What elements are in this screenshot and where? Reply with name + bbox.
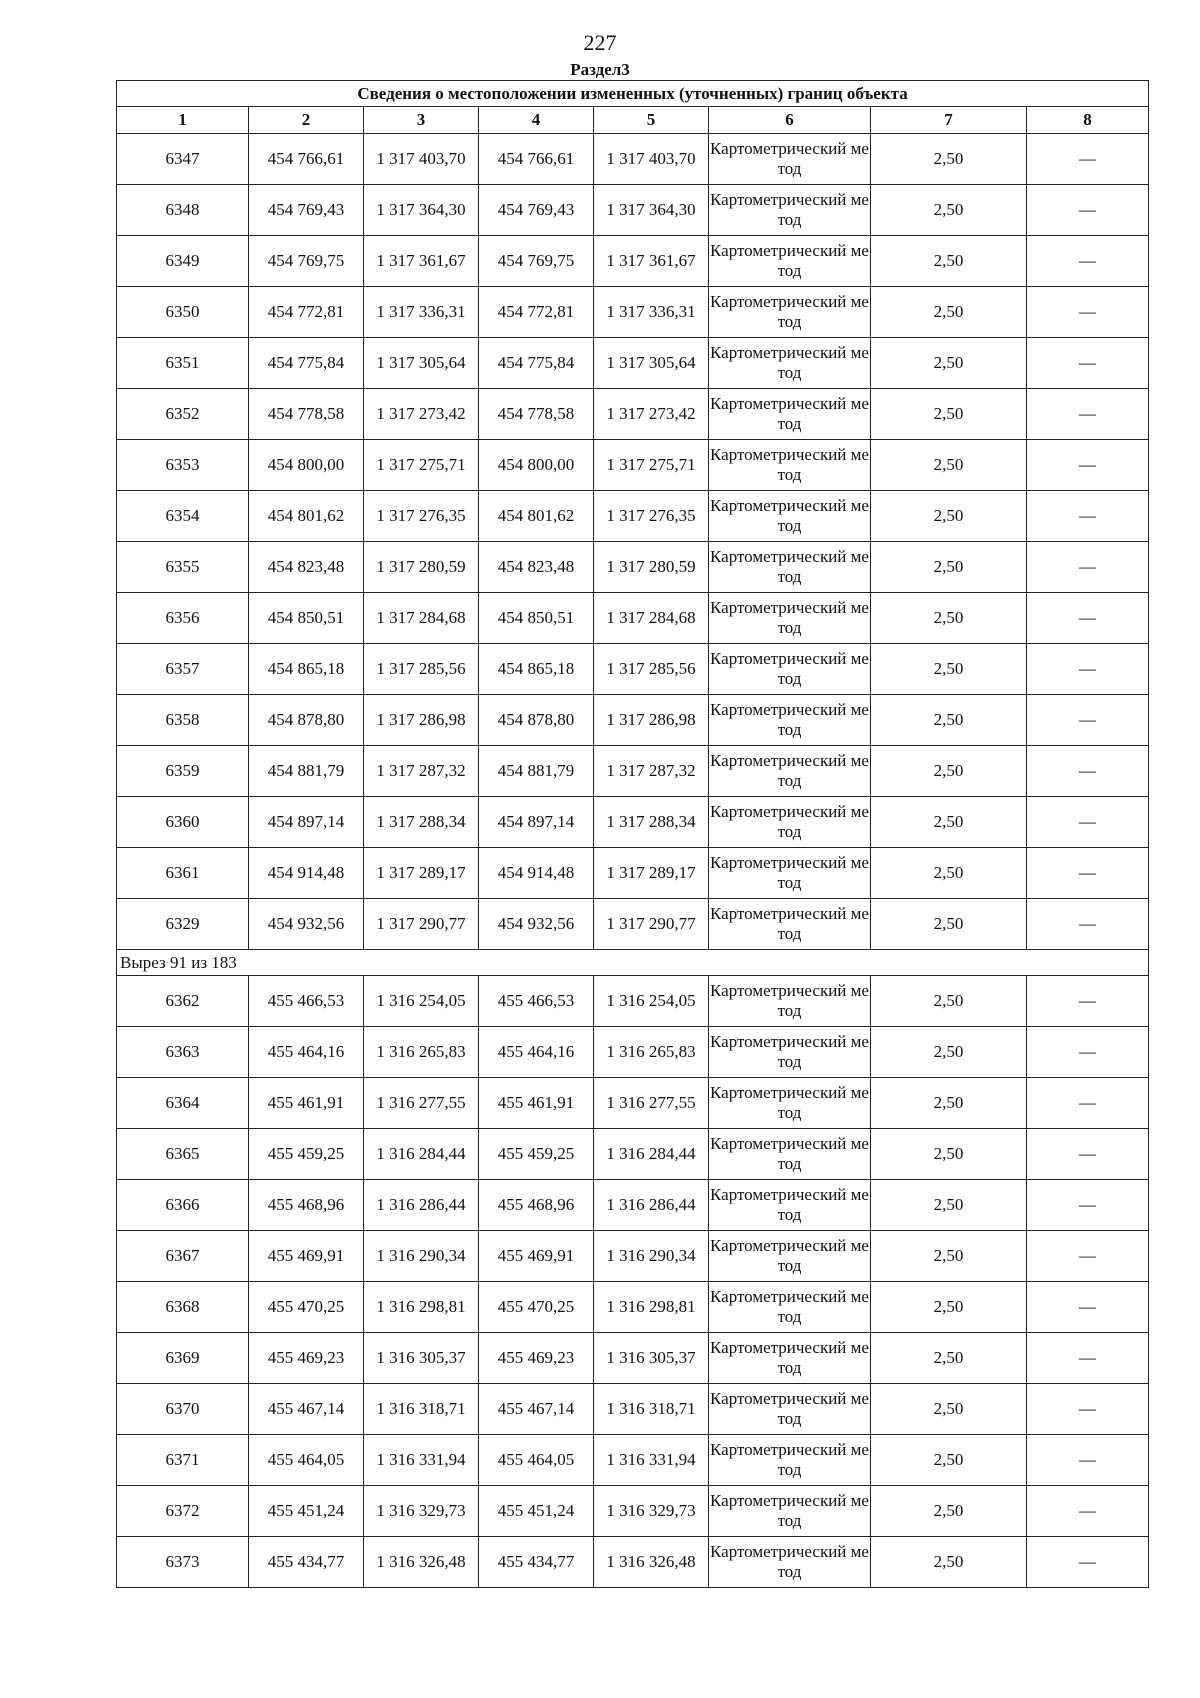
cell-x-new: 455 459,25: [479, 1129, 594, 1180]
table-row: [117, 542, 1149, 593]
cell-description: —: [1027, 1027, 1149, 1078]
cell-x-new: 454 766,61: [479, 134, 594, 185]
cell-point-number: 6373: [117, 1537, 249, 1588]
cell-description: —: [1027, 1078, 1149, 1129]
cell-method: Картометрический метод: [709, 899, 871, 950]
cell-x-existing: 455 459,25: [249, 1129, 364, 1180]
cell-x-existing: 455 469,23: [249, 1333, 364, 1384]
cell-accuracy: 2,50: [871, 287, 1027, 338]
cell-method: Картометрический метод: [709, 542, 871, 593]
column-number: 1: [117, 107, 249, 134]
cell-description: —: [1027, 287, 1149, 338]
cell-x-existing: 455 469,91: [249, 1231, 364, 1282]
cell-method: Картометрический метод: [709, 134, 871, 185]
cell-method: Картометрический метод: [709, 1078, 871, 1129]
cell-accuracy: 2,50: [871, 644, 1027, 695]
table-row: [117, 1384, 1149, 1435]
cell-accuracy: 2,50: [871, 185, 1027, 236]
cell-y-existing: 1 317 284,68: [364, 593, 479, 644]
cell-point-number: 6329: [117, 899, 249, 950]
cell-accuracy: 2,50: [871, 1486, 1027, 1537]
table-row: [117, 1282, 1149, 1333]
cell-point-number: 6362: [117, 976, 249, 1027]
cell-x-new: 454 823,48: [479, 542, 594, 593]
cell-method: Картометрический метод: [709, 440, 871, 491]
cell-y-new: 1 316 329,73: [594, 1486, 709, 1537]
table-row: [117, 134, 1149, 185]
cell-point-number: 6351: [117, 338, 249, 389]
cell-x-existing: 455 464,05: [249, 1435, 364, 1486]
cell-description: —: [1027, 746, 1149, 797]
cell-x-existing: 454 769,75: [249, 236, 364, 287]
table-row: [117, 746, 1149, 797]
cell-method: Картометрический метод: [709, 848, 871, 899]
table-row: [117, 236, 1149, 287]
cell-x-new: 455 464,05: [479, 1435, 594, 1486]
cell-y-existing: 1 316 265,83: [364, 1027, 479, 1078]
cell-x-existing: 455 466,53: [249, 976, 364, 1027]
cell-method: Картометрический метод: [709, 1486, 871, 1537]
cell-x-new: 455 434,77: [479, 1537, 594, 1588]
cell-accuracy: 2,50: [871, 134, 1027, 185]
cell-description: —: [1027, 1282, 1149, 1333]
cell-x-existing: 454 897,14: [249, 797, 364, 848]
column-number: 7: [871, 107, 1027, 134]
cell-x-existing: 455 451,24: [249, 1486, 364, 1537]
cell-description: —: [1027, 389, 1149, 440]
cell-y-new: 1 317 285,56: [594, 644, 709, 695]
cell-point-number: 6352: [117, 389, 249, 440]
cell-description: —: [1027, 593, 1149, 644]
cell-method: Картометрический метод: [709, 644, 871, 695]
cell-accuracy: 2,50: [871, 1384, 1027, 1435]
cell-x-existing: 454 881,79: [249, 746, 364, 797]
cell-point-number: 6349: [117, 236, 249, 287]
cell-point-number: 6368: [117, 1282, 249, 1333]
cell-y-existing: 1 317 361,67: [364, 236, 479, 287]
cell-x-existing: 455 470,25: [249, 1282, 364, 1333]
cell-x-existing: 454 850,51: [249, 593, 364, 644]
cell-y-new: 1 316 265,83: [594, 1027, 709, 1078]
cell-y-new: 1 316 298,81: [594, 1282, 709, 1333]
cell-accuracy: 2,50: [871, 976, 1027, 1027]
cell-y-new: 1 316 286,44: [594, 1180, 709, 1231]
table-row: [117, 287, 1149, 338]
cell-y-existing: 1 317 280,59: [364, 542, 479, 593]
cell-y-existing: 1 317 273,42: [364, 389, 479, 440]
cell-description: —: [1027, 1435, 1149, 1486]
cell-y-new: 1 317 286,98: [594, 695, 709, 746]
cell-y-existing: 1 317 288,34: [364, 797, 479, 848]
cell-y-existing: 1 316 318,71: [364, 1384, 479, 1435]
column-number: 3: [364, 107, 479, 134]
cell-x-new: 455 468,96: [479, 1180, 594, 1231]
cell-x-existing: 454 865,18: [249, 644, 364, 695]
cell-y-new: 1 316 277,55: [594, 1078, 709, 1129]
cell-description: —: [1027, 1486, 1149, 1537]
cell-accuracy: 2,50: [871, 491, 1027, 542]
cell-accuracy: 2,50: [871, 1078, 1027, 1129]
table-row: [117, 185, 1149, 236]
cell-point-number: 6365: [117, 1129, 249, 1180]
cell-accuracy: 2,50: [871, 593, 1027, 644]
cell-x-new: 454 800,00: [479, 440, 594, 491]
cell-point-number: 6363: [117, 1027, 249, 1078]
cell-description: —: [1027, 491, 1149, 542]
cell-accuracy: 2,50: [871, 1435, 1027, 1486]
cell-y-new: 1 317 284,68: [594, 593, 709, 644]
table-row: [117, 1435, 1149, 1486]
cell-method: Картометрический метод: [709, 1333, 871, 1384]
cell-x-existing: 454 775,84: [249, 338, 364, 389]
cell-y-existing: 1 316 326,48: [364, 1537, 479, 1588]
cell-x-existing: 454 766,61: [249, 134, 364, 185]
cell-accuracy: 2,50: [871, 389, 1027, 440]
cell-x-new: 454 865,18: [479, 644, 594, 695]
cell-y-new: 1 317 288,34: [594, 797, 709, 848]
cell-method: Картометрический метод: [709, 1027, 871, 1078]
cell-y-existing: 1 316 277,55: [364, 1078, 479, 1129]
cell-point-number: 6350: [117, 287, 249, 338]
cell-method: Картометрический метод: [709, 746, 871, 797]
cell-accuracy: 2,50: [871, 1282, 1027, 1333]
cell-point-number: 6366: [117, 1180, 249, 1231]
cell-x-new: 454 801,62: [479, 491, 594, 542]
cell-y-existing: 1 316 329,73: [364, 1486, 479, 1537]
table-row: [117, 1027, 1149, 1078]
cell-description: —: [1027, 695, 1149, 746]
cell-accuracy: 2,50: [871, 1180, 1027, 1231]
cell-accuracy: 2,50: [871, 848, 1027, 899]
table-row: [117, 848, 1149, 899]
cell-accuracy: 2,50: [871, 746, 1027, 797]
cell-accuracy: 2,50: [871, 1027, 1027, 1078]
table-row: [117, 644, 1149, 695]
cell-y-new: 1 316 284,44: [594, 1129, 709, 1180]
cell-description: —: [1027, 797, 1149, 848]
cell-y-existing: 1 317 286,98: [364, 695, 479, 746]
cell-point-number: 6372: [117, 1486, 249, 1537]
cell-point-number: 6361: [117, 848, 249, 899]
table-row: [117, 797, 1149, 848]
cell-method: Картометрический метод: [709, 185, 871, 236]
cell-y-new: 1 316 318,71: [594, 1384, 709, 1435]
column-number: 4: [479, 107, 594, 134]
cell-accuracy: 2,50: [871, 338, 1027, 389]
cell-y-existing: 1 317 403,70: [364, 134, 479, 185]
cell-y-existing: 1 316 254,05: [364, 976, 479, 1027]
cell-accuracy: 2,50: [871, 695, 1027, 746]
cell-y-new: 1 317 287,32: [594, 746, 709, 797]
cell-y-existing: 1 317 364,30: [364, 185, 479, 236]
cell-point-number: 6360: [117, 797, 249, 848]
table-row: [117, 1078, 1149, 1129]
table-body: [117, 134, 1149, 1588]
cell-x-new: 455 470,25: [479, 1282, 594, 1333]
cell-description: —: [1027, 440, 1149, 491]
cell-x-existing: 455 434,77: [249, 1537, 364, 1588]
cell-x-new: 455 469,91: [479, 1231, 594, 1282]
cell-point-number: 6358: [117, 695, 249, 746]
cell-description: —: [1027, 1384, 1149, 1435]
cell-x-new: 454 932,56: [479, 899, 594, 950]
cell-y-existing: 1 317 287,32: [364, 746, 479, 797]
cell-point-number: 6371: [117, 1435, 249, 1486]
cell-description: —: [1027, 236, 1149, 287]
cell-description: —: [1027, 644, 1149, 695]
cell-y-new: 1 317 276,35: [594, 491, 709, 542]
cell-x-existing: 454 801,62: [249, 491, 364, 542]
cell-y-new: 1 316 331,94: [594, 1435, 709, 1486]
table-row: [117, 593, 1149, 644]
cell-x-new: 454 778,58: [479, 389, 594, 440]
cell-description: —: [1027, 1180, 1149, 1231]
cell-accuracy: 2,50: [871, 440, 1027, 491]
cell-accuracy: 2,50: [871, 1129, 1027, 1180]
cell-point-number: 6354: [117, 491, 249, 542]
cell-method: Картометрический метод: [709, 1435, 871, 1486]
column-number: 2: [249, 107, 364, 134]
table-row: [117, 976, 1149, 1027]
cell-y-existing: 1 316 284,44: [364, 1129, 479, 1180]
cell-y-new: 1 317 305,64: [594, 338, 709, 389]
cell-x-new: 454 881,79: [479, 746, 594, 797]
cell-y-new: 1 316 326,48: [594, 1537, 709, 1588]
cell-description: —: [1027, 1231, 1149, 1282]
table-row: [117, 1537, 1149, 1588]
cell-method: Картометрический метод: [709, 236, 871, 287]
cell-x-existing: 454 772,81: [249, 287, 364, 338]
table-row: [117, 338, 1149, 389]
cell-accuracy: 2,50: [871, 542, 1027, 593]
cell-point-number: 6364: [117, 1078, 249, 1129]
cell-description: —: [1027, 542, 1149, 593]
cell-method: Картометрический метод: [709, 593, 871, 644]
cutout-label: Вырез 91 из 183: [117, 950, 1149, 976]
cell-method: Картометрический метод: [709, 287, 871, 338]
cell-y-new: 1 317 290,77: [594, 899, 709, 950]
cell-y-existing: 1 317 285,56: [364, 644, 479, 695]
cell-point-number: 6370: [117, 1384, 249, 1435]
table-row: [117, 1486, 1149, 1537]
cell-x-existing: 454 914,48: [249, 848, 364, 899]
cell-point-number: 6357: [117, 644, 249, 695]
cell-y-new: 1 317 289,17: [594, 848, 709, 899]
cell-accuracy: 2,50: [871, 899, 1027, 950]
cell-method: Картометрический метод: [709, 976, 871, 1027]
cell-x-new: 455 451,24: [479, 1486, 594, 1537]
cell-method: Картометрический метод: [709, 389, 871, 440]
cell-x-existing: 455 468,96: [249, 1180, 364, 1231]
cell-y-existing: 1 317 275,71: [364, 440, 479, 491]
cutout-label-row: [117, 950, 1149, 976]
cell-y-new: 1 317 280,59: [594, 542, 709, 593]
cell-y-existing: 1 316 298,81: [364, 1282, 479, 1333]
cell-x-new: 455 467,14: [479, 1384, 594, 1435]
cell-x-new: 454 772,81: [479, 287, 594, 338]
cell-y-new: 1 317 273,42: [594, 389, 709, 440]
section-title: Раздел3: [570, 60, 630, 79]
cell-point-number: 6353: [117, 440, 249, 491]
table-row: [117, 1180, 1149, 1231]
cell-x-existing: 455 464,16: [249, 1027, 364, 1078]
cell-y-new: 1 316 305,37: [594, 1333, 709, 1384]
table-row: [117, 440, 1149, 491]
cell-accuracy: 2,50: [871, 797, 1027, 848]
cell-y-new: 1 317 336,31: [594, 287, 709, 338]
cell-point-number: 6348: [117, 185, 249, 236]
column-number: 5: [594, 107, 709, 134]
cell-y-existing: 1 316 305,37: [364, 1333, 479, 1384]
table-row: [117, 491, 1149, 542]
cell-x-new: 454 897,14: [479, 797, 594, 848]
cell-y-existing: 1 317 305,64: [364, 338, 479, 389]
cell-point-number: 6355: [117, 542, 249, 593]
cell-y-existing: 1 316 286,44: [364, 1180, 479, 1231]
cell-method: Картометрический метод: [709, 491, 871, 542]
cell-description: —: [1027, 1537, 1149, 1588]
cell-y-existing: 1 317 290,77: [364, 899, 479, 950]
cell-y-new: 1 317 364,30: [594, 185, 709, 236]
cell-accuracy: 2,50: [871, 1537, 1027, 1588]
cell-point-number: 6367: [117, 1231, 249, 1282]
page-number: 227: [583, 30, 617, 55]
cell-x-new: 455 464,16: [479, 1027, 594, 1078]
cell-x-existing: 454 769,43: [249, 185, 364, 236]
cell-x-new: 455 461,91: [479, 1078, 594, 1129]
cell-method: Картометрический метод: [709, 695, 871, 746]
cell-x-existing: 454 823,48: [249, 542, 364, 593]
cell-y-existing: 1 317 276,35: [364, 491, 479, 542]
cell-x-existing: 454 878,80: [249, 695, 364, 746]
cell-x-existing: 455 467,14: [249, 1384, 364, 1435]
cell-method: Картометрический метод: [709, 797, 871, 848]
cell-description: —: [1027, 1333, 1149, 1384]
column-number: 6: [709, 107, 871, 134]
cell-description: —: [1027, 1129, 1149, 1180]
cell-y-existing: 1 317 336,31: [364, 287, 479, 338]
table-row: [117, 1333, 1149, 1384]
cell-method: Картометрический метод: [709, 1384, 871, 1435]
cell-y-new: 1 317 275,71: [594, 440, 709, 491]
cell-x-new: 455 469,23: [479, 1333, 594, 1384]
cell-y-new: 1 316 290,34: [594, 1231, 709, 1282]
cell-x-existing: 454 932,56: [249, 899, 364, 950]
cell-y-existing: 1 316 331,94: [364, 1435, 479, 1486]
table-row: [117, 1231, 1149, 1282]
cell-y-existing: 1 316 290,34: [364, 1231, 479, 1282]
cell-x-new: 454 775,84: [479, 338, 594, 389]
cell-point-number: 6356: [117, 593, 249, 644]
cell-method: Картометрический метод: [709, 1537, 871, 1588]
cell-y-existing: 1 317 289,17: [364, 848, 479, 899]
cell-accuracy: 2,50: [871, 1333, 1027, 1384]
cell-y-new: 1 316 254,05: [594, 976, 709, 1027]
cell-description: —: [1027, 899, 1149, 950]
cell-x-new: 454 878,80: [479, 695, 594, 746]
cell-point-number: 6347: [117, 134, 249, 185]
cell-method: Картометрический метод: [709, 1282, 871, 1333]
cell-method: Картометрический метод: [709, 1231, 871, 1282]
cell-method: Картометрический метод: [709, 338, 871, 389]
cell-description: —: [1027, 185, 1149, 236]
cell-point-number: 6369: [117, 1333, 249, 1384]
cell-y-new: 1 317 403,70: [594, 134, 709, 185]
cell-accuracy: 2,50: [871, 236, 1027, 287]
table-row: [117, 389, 1149, 440]
cell-x-existing: 454 800,00: [249, 440, 364, 491]
cell-x-existing: 455 461,91: [249, 1078, 364, 1129]
table-row: [117, 1129, 1149, 1180]
boundary-table: [116, 80, 1149, 1588]
cell-description: —: [1027, 338, 1149, 389]
cell-method: Картометрический метод: [709, 1180, 871, 1231]
table-row: [117, 695, 1149, 746]
cell-x-new: 454 850,51: [479, 593, 594, 644]
cell-accuracy: 2,50: [871, 1231, 1027, 1282]
cell-description: —: [1027, 848, 1149, 899]
column-number: 8: [1027, 107, 1149, 134]
cell-method: Картометрический метод: [709, 1129, 871, 1180]
cell-description: —: [1027, 976, 1149, 1027]
cell-x-existing: 454 778,58: [249, 389, 364, 440]
cell-x-new: 455 466,53: [479, 976, 594, 1027]
cell-description: —: [1027, 134, 1149, 185]
cell-x-new: 454 914,48: [479, 848, 594, 899]
cell-y-new: 1 317 361,67: [594, 236, 709, 287]
cell-x-new: 454 769,75: [479, 236, 594, 287]
cell-point-number: 6359: [117, 746, 249, 797]
table-row: [117, 899, 1149, 950]
table-title: Сведения о местоположении измененных (уточненных) границ объекта: [117, 81, 1149, 107]
cell-x-new: 454 769,43: [479, 185, 594, 236]
